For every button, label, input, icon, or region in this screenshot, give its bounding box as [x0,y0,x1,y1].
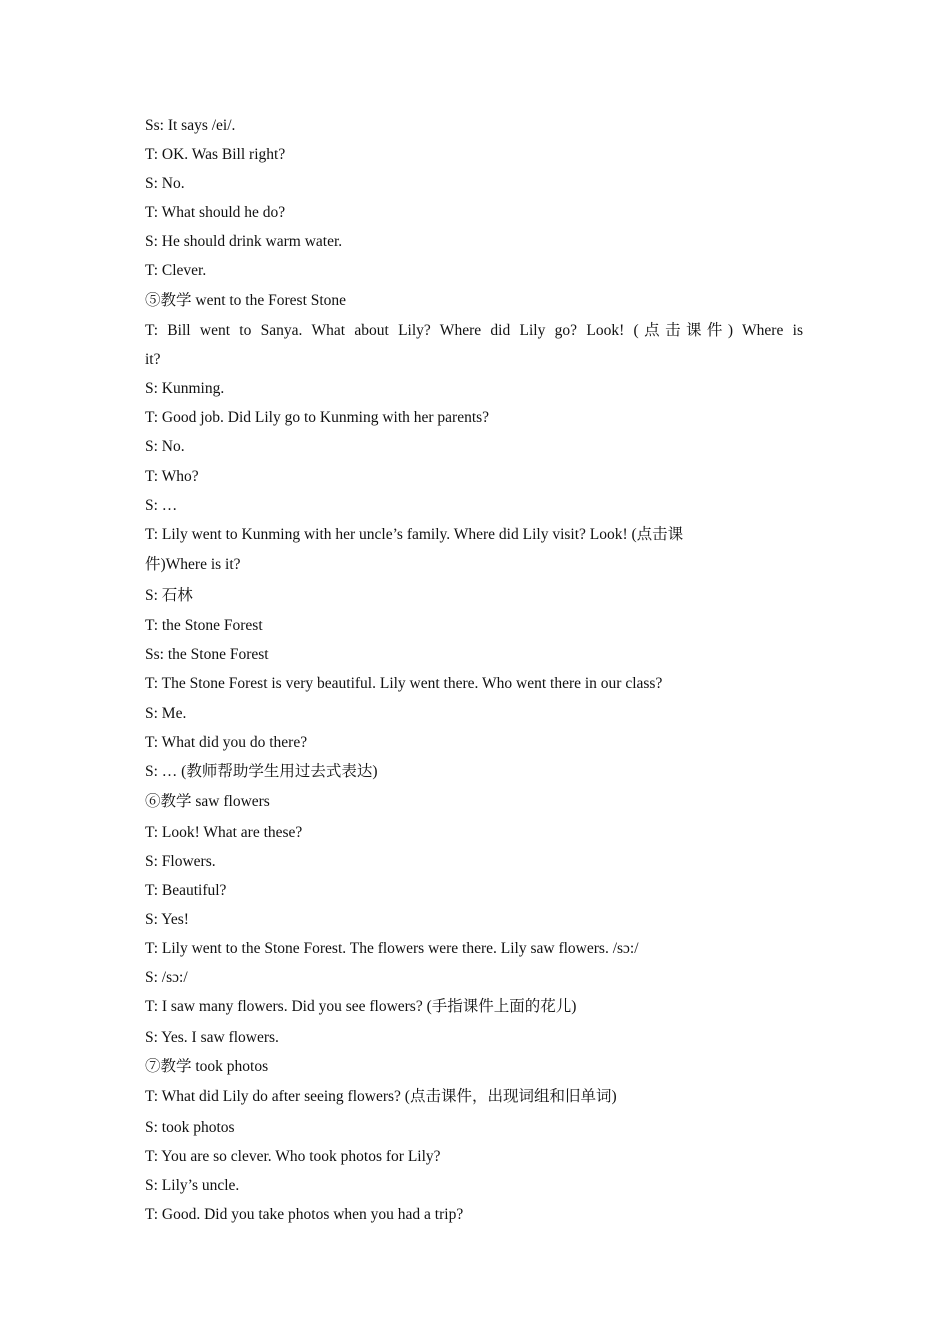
section-heading: ⑤教学 went to the Forest Stone [145,291,347,309]
transcript-line: Ss: the Stone Forest [145,646,269,664]
transcript-line: S: took photos [145,1118,235,1136]
section-heading: ⑦教学 took photos [145,1057,269,1075]
transcript-line: T: What did you do there? [145,733,308,751]
transcript-line: T: The Stone Forest is very beautiful. Lily went there. Who went there in our class? [145,675,663,693]
transcript-line: S: … [145,496,178,514]
transcript-line: S: Yes. I saw flowers. [145,1028,279,1046]
transcript-line: T: Good job. Did Lily go to Kunming with her parents? [145,409,490,427]
transcript-line: T: What should he do? [145,204,286,222]
transcript-line: T: Clever. [145,262,207,280]
transcript-line: T: What did Lily do after seeing flowers? (点击课件，出现词组和旧单词) [145,1088,617,1106]
transcript-line: T: Bill went to Sanya. What about Lily? Where did Lily go? Look! (点击课件) Where is [145,322,803,340]
transcript-line: T: the Stone Forest [145,617,263,635]
transcript-line: T: Beautiful? [145,881,227,899]
transcript-line: T: Who? [145,467,199,485]
transcript-line: S: … (教师帮助学生用过去式表达) [145,762,378,780]
transcript-line: S: Kunming. [145,380,225,398]
transcript-line: S: No. [145,175,185,193]
transcript-line: S: Flowers. [145,852,216,870]
transcript-line: S: He should drink warm water. [145,233,343,251]
transcript-line: T: I saw many flowers. Did you see flowers? (手指课件上面的花儿) [145,998,577,1016]
transcript-line: T: You are so clever. Who took photos for Lily? [145,1147,441,1165]
transcript-line: Ss: It says /ei/. [145,117,236,134]
transcript-line: T: OK. Was Bill right? [145,146,286,164]
transcript-line: T: Lily went to Kunming with her uncle’s family. Where did Lily visit? Look! (点击课 [145,525,684,543]
transcript-line: T: Good. Did you take photos when you had a trip? [145,1206,464,1224]
transcript-line: S: Lily’s uncle. [145,1177,240,1195]
transcript-line: it? [145,351,161,369]
lesson-transcript [145,114,803,1232]
transcript-line: T: Look! What are these? [145,823,303,841]
transcript-line: S: Yes! [145,910,189,928]
section-heading: ⑥教学 saw flowers [145,793,270,811]
transcript-line: T: Lily went to the Stone Forest. The flowers were there. Lily saw flowers. /sɔ:/ [145,940,639,958]
transcript-line: S: /sɔ:/ [145,969,188,987]
transcript-line: S: Me. [145,704,187,722]
transcript-line: S: 石林 [145,586,193,604]
transcript-line: S: No. [145,438,185,456]
transcript-line: 件)Where is it? [145,556,241,574]
